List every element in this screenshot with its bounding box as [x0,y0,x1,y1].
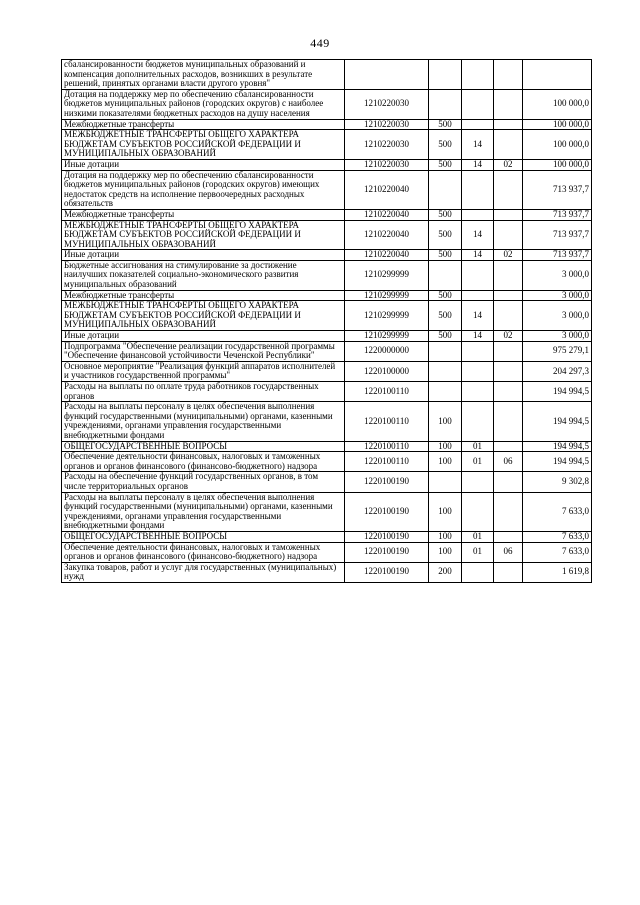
cell-section [462,170,494,209]
cell-subsection: 02 [494,159,523,170]
cell-target-code: 1220100190 [345,492,429,531]
cell-subsection [494,492,523,531]
cell-target-code: 1210220040 [345,209,429,220]
cell-subsection [494,209,523,220]
cell-target-code: 1210299999 [345,331,429,342]
cell-name: сбалансированности бюджетов муниципальных образований и компенсация дополнительных расходов, возникших в результате решений, принятых органами власти другого уровня" [62,60,345,90]
cell-target-code: 1210220040 [345,170,429,209]
cell-amount: 3 000,0 [523,331,592,342]
cell-section: 14 [462,159,494,170]
cell-name: Иные дотации [62,159,345,170]
cell-subsection [494,382,523,402]
cell-amount: 194 994,5 [523,452,592,472]
cell-expense-type: 500 [429,301,462,331]
cell-amount: 194 994,5 [523,402,592,441]
cell-subsection [494,341,523,361]
cell-section [462,341,494,361]
cell-subsection [494,531,523,542]
cell-amount: 100 000,0 [523,159,592,170]
cell-section [462,361,494,381]
cell-expense-type: 200 [429,562,462,582]
cell-name: Расходы на выплаты по оплате труда работников государственных органов [62,382,345,402]
cell-name: Дотация на поддержку мер по обеспечению сбалансированности бюджетов муниципальных районов (городских округов) с наиболее низкими показателями бюджетных расходов на душу населения [62,89,345,119]
table-row [62,382,592,402]
cell-name: Иные дотации [62,250,345,261]
table-row [62,472,592,492]
table-row [62,130,592,160]
cell-expense-type: 100 [429,441,462,452]
cell-amount: 100 000,0 [523,89,592,119]
cell-target-code: 1220100110 [345,402,429,441]
cell-subsection [494,301,523,331]
cell-expense-type: 500 [429,209,462,220]
cell-name: МЕЖБЮДЖЕТНЫЕ ТРАНСФЕРТЫ ОБЩЕГО ХАРАКТЕРА БЮДЖЕТАМ СУБЪЕКТОВ РОССИЙСКОЙ ФЕДЕРАЦИИ И МУНИЦИПАЛЬНЫХ ОБРАЗОВАНИЙ [62,301,345,331]
cell-expense-type: 100 [429,402,462,441]
cell-target-code: 1220100110 [345,441,429,452]
cell-target-code [345,60,429,90]
cell-target-code: 1220100190 [345,531,429,542]
cell-name: Межбюджетные трансферты [62,119,345,130]
cell-subsection [494,170,523,209]
table-row [62,60,592,90]
cell-subsection [494,60,523,90]
cell-expense-type: 500 [429,331,462,342]
cell-amount: 100 000,0 [523,130,592,160]
cell-amount: 194 994,5 [523,382,592,402]
cell-target-code: 1220100110 [345,452,429,472]
cell-section: 01 [462,441,494,452]
cell-expense-type: 500 [429,290,462,301]
cell-subsection [494,402,523,441]
table-row [62,220,592,250]
cell-target-code: 1210299999 [345,301,429,331]
cell-target-code: 1220100190 [345,562,429,582]
cell-subsection [494,562,523,582]
cell-expense-type: 100 [429,492,462,531]
cell-name: Подпрограмма "Обеспечение реализации государственной программы "Обеспечение финансовой устойчивости Чеченской Республики" [62,341,345,361]
table-row [62,209,592,220]
cell-name: Межбюджетные трансферты [62,290,345,301]
cell-amount: 194 994,5 [523,441,592,452]
cell-name: Основное мероприятие "Реализация функций аппаратов исполнителей и участников государственной программы" [62,361,345,381]
table-row [62,361,592,381]
cell-target-code: 1210220040 [345,250,429,261]
cell-amount: 713 937,7 [523,250,592,261]
cell-amount: 975 279,1 [523,341,592,361]
cell-target-code: 1210220030 [345,159,429,170]
cell-expense-type: 500 [429,119,462,130]
cell-target-code: 1220100110 [345,382,429,402]
table-row [62,492,592,531]
cell-section [462,382,494,402]
cell-amount: 7 633,0 [523,492,592,531]
table-row [62,441,592,452]
cell-name: Расходы на выплаты персоналу в целях обеспечения выполнения функций государственными (муниципальными) органами, казенными учреждениями, органами управления государственными внебюджетными фондами [62,402,345,441]
table-row [62,290,592,301]
cell-target-code: 1210220040 [345,220,429,250]
cell-target-code: 1220100190 [345,542,429,562]
cell-section [462,472,494,492]
table-row [62,531,592,542]
cell-section: 14 [462,220,494,250]
cell-subsection [494,361,523,381]
budget-table [61,59,592,583]
cell-target-code: 1210299999 [345,290,429,301]
cell-expense-type [429,260,462,290]
cell-amount: 1 619,8 [523,562,592,582]
table-row [62,341,592,361]
table-row [62,562,592,582]
cell-name: Обеспечение деятельности финансовых, налоговых и таможенных органов и органов финансового (финансово-бюджетного) надзора [62,452,345,472]
cell-expense-type [429,361,462,381]
cell-section [462,209,494,220]
cell-expense-type: 500 [429,250,462,261]
cell-target-code: 1210220030 [345,89,429,119]
cell-name: Расходы на выплаты персоналу в целях обеспечения выполнения функций государственными (муниципальными) органами, казенными учреждениями, органами управления государственными внебюджетными фондами [62,492,345,531]
table-row [62,260,592,290]
cell-amount: 3 000,0 [523,260,592,290]
cell-subsection [494,260,523,290]
cell-section: 01 [462,452,494,472]
table-row [62,542,592,562]
cell-section: 14 [462,250,494,261]
cell-subsection [494,220,523,250]
cell-subsection: 06 [494,452,523,472]
cell-name: ОБЩЕГОСУДАРСТВЕННЫЕ ВОПРОСЫ [62,531,345,542]
cell-section [462,562,494,582]
cell-expense-type: 100 [429,542,462,562]
cell-section [462,492,494,531]
cell-target-code: 1220000000 [345,341,429,361]
cell-target-code: 1210299999 [345,260,429,290]
cell-name: Дотация на поддержку мер по обеспечению сбалансированности бюджетов муниципальных районов (городских округов) имеющих недостаток средств на исполнение первоочередных расходных обязательств [62,170,345,209]
cell-amount [523,60,592,90]
cell-amount: 7 633,0 [523,531,592,542]
cell-subsection [494,130,523,160]
cell-name: МЕЖБЮДЖЕТНЫЕ ТРАНСФЕРТЫ ОБЩЕГО ХАРАКТЕРА БЮДЖЕТАМ СУБЪЕКТОВ РОССИЙСКОЙ ФЕДЕРАЦИИ И МУНИЦИПАЛЬНЫХ ОБРАЗОВАНИЙ [62,130,345,160]
table-row [62,250,592,261]
cell-expense-type [429,60,462,90]
cell-section: 01 [462,542,494,562]
cell-section [462,290,494,301]
cell-section [462,260,494,290]
cell-amount: 713 937,7 [523,170,592,209]
cell-section: 14 [462,301,494,331]
cell-section [462,402,494,441]
cell-expense-type [429,472,462,492]
cell-expense-type [429,382,462,402]
cell-subsection [494,119,523,130]
cell-amount: 100 000,0 [523,119,592,130]
cell-amount: 713 937,7 [523,209,592,220]
cell-section: 14 [462,130,494,160]
cell-name: Расходы на обеспечение функций государственных органов, в том числе территориальных органов [62,472,345,492]
cell-expense-type [429,170,462,209]
cell-subsection [494,290,523,301]
cell-amount: 9 302,8 [523,472,592,492]
cell-subsection: 02 [494,250,523,261]
cell-target-code: 1210220030 [345,119,429,130]
cell-subsection: 02 [494,331,523,342]
cell-expense-type: 100 [429,452,462,472]
table-row [62,159,592,170]
cell-subsection: 06 [494,542,523,562]
cell-subsection [494,441,523,452]
cell-section [462,119,494,130]
cell-target-code: 1220100000 [345,361,429,381]
table-row [62,331,592,342]
cell-name: Иные дотации [62,331,345,342]
cell-expense-type [429,341,462,361]
table-row [62,170,592,209]
cell-section [462,89,494,119]
cell-subsection [494,89,523,119]
page-number: 449 [310,36,330,50]
cell-subsection [494,472,523,492]
cell-name: Бюджетные ассигнования на стимулирование за достижение наилучших показателей социально-экономического развития муниципальных образований [62,260,345,290]
table-row [62,452,592,472]
cell-section: 14 [462,331,494,342]
cell-target-code: 1220100190 [345,472,429,492]
cell-name: ОБЩЕГОСУДАРСТВЕННЫЕ ВОПРОСЫ [62,441,345,452]
cell-expense-type: 500 [429,159,462,170]
cell-name: Закупка товаров, работ и услуг для государственных (муниципальных) нужд [62,562,345,582]
cell-section [462,60,494,90]
cell-expense-type: 100 [429,531,462,542]
cell-name: МЕЖБЮДЖЕТНЫЕ ТРАНСФЕРТЫ ОБЩЕГО ХАРАКТЕРА БЮДЖЕТАМ СУБЪЕКТОВ РОССИЙСКОЙ ФЕДЕРАЦИИ И МУНИЦИПАЛЬНЫХ ОБРАЗОВАНИЙ [62,220,345,250]
cell-amount: 3 000,0 [523,301,592,331]
cell-expense-type: 500 [429,220,462,250]
cell-expense-type [429,89,462,119]
cell-expense-type: 500 [429,130,462,160]
table-row [62,119,592,130]
table-row [62,89,592,119]
table-row [62,301,592,331]
cell-target-code: 1210220030 [345,130,429,160]
cell-name: Обеспечение деятельности финансовых, налоговых и таможенных органов и органов финансового (финансово-бюджетного) надзора [62,542,345,562]
table-row [62,402,592,441]
budget-table-body [62,60,592,583]
cell-amount: 7 633,0 [523,542,592,562]
cell-amount: 713 937,7 [523,220,592,250]
cell-section: 01 [462,531,494,542]
cell-amount: 204 297,3 [523,361,592,381]
cell-name: Межбюджетные трансферты [62,209,345,220]
cell-amount: 3 000,0 [523,290,592,301]
